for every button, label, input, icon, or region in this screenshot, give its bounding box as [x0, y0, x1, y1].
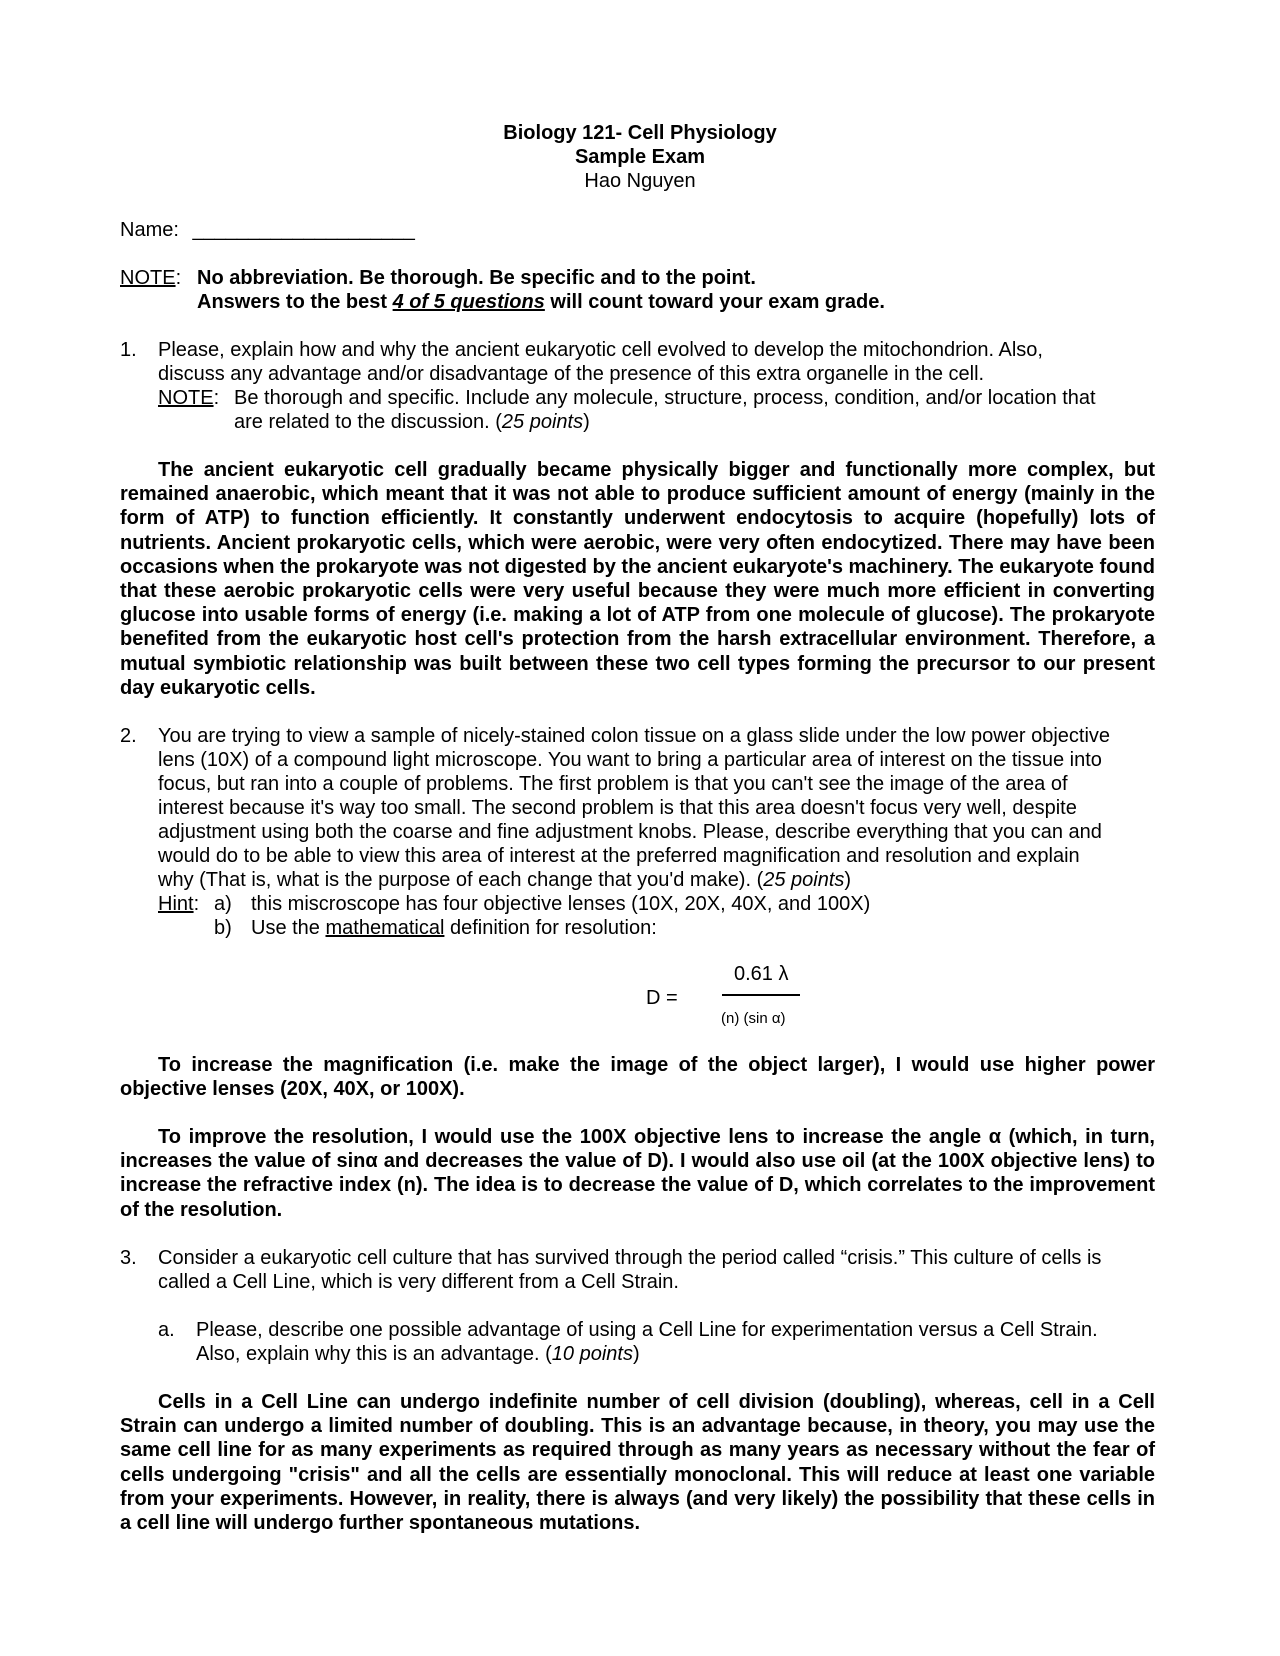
name-label: Name:	[120, 219, 179, 241]
formula-lhs: D =	[646, 987, 678, 1009]
q1-line-1: Please, explain how and why the ancient eukaryotic cell evolved to develop the mitochondrion. Also,	[158, 339, 1043, 361]
mathematical-emphasis: mathematical	[325, 917, 445, 939]
q3a-line-2: Also, explain why this is an advantage. (10 points)	[196, 1343, 640, 1365]
note-line-2: Answers to the best 4 of 5 questions will count toward your exam grade.	[197, 291, 885, 313]
q2-hint-label: Hint:	[158, 893, 200, 915]
q1-line-2: discuss any advantage and/or disadvantage of the presence of this extra organelle in the cell.	[158, 363, 985, 385]
q2-line-5: adjustment using both the coarse and fine adjustment knobs. Please, describe everything that you can and	[158, 821, 1102, 843]
exam-note: NOTE:	[120, 267, 182, 289]
q2-hint-a-label: a)	[214, 893, 232, 915]
q1-answer: The ancient eukaryotic cell gradually became physically bigger and functionally more complex, but remained anaerobic, which meant that it was not able to produce sufficient amount of energy (mainly in the form of ATP) to function efficiently. It constantly underwent endocytosis to acquire (hopefully) lots of nutrients. Ancient prokaryotic cells, which were aerobic, were very often endocytized. There may have been occasions when the prokaryote was not digested by the ancient eukaryote's machinery. The eukaryote found that these aerobic prokaryotic cells were very useful because they were much more efficient in converting glucose into usable forms of energy (i.e. making a lot of ATP from one molecule of glucose). The prokaryote benefited from the eukaryotic host cell's protection from the harsh extracellular environment. Therefore, a mutual symbiotic relationship was built between these two cell types forming the precursor to our present day eukaryotic cells.	[120, 459, 1155, 699]
q2-line-1: You are trying to view a sample of nicely-stained colon tissue on a glass slide under the low power objective	[158, 725, 1111, 747]
course-title: Biology 121- Cell Physiology	[503, 122, 777, 144]
q2-line-3: focus, but ran into a couple of problems. The first problem is that you can't see the image of the area of	[158, 773, 1068, 795]
author-name: Hao Nguyen	[584, 170, 696, 192]
q2-number: 2.	[120, 725, 137, 747]
formula-numerator: 0.61 λ	[734, 963, 789, 985]
q3-line-1: Consider a eukaryotic cell culture that has survived through the period called “crisis.” This culture of cells is	[158, 1247, 1102, 1269]
note-label: NOTE	[120, 267, 176, 289]
formula-denominator: (n) (sin α)	[721, 1010, 786, 1027]
name-field	[120, 218, 415, 242]
q2-hint-a: this miscroscope has four objective lenses (10X, 20X, 40X, and 100X)	[251, 893, 871, 915]
q2-line-6: would do to be able to view this area of interest at the preferred magnification and resolution and explain	[158, 845, 1080, 867]
q3-line-2: called a Cell Line, which is very different from a Cell Strain.	[158, 1271, 679, 1293]
q3-number: 3.	[120, 1247, 137, 1269]
q2-answer-2: To improve the resolution, I would use the 100X objective lens to increase the angle α (which, in turn, increases the value of sinα and decreases the value of D). I would also use oil (at the 100X objective lens) to increase the refractive index (n). The idea is to decrease the value of D, which correlates to the improvement of the resolution.	[120, 1126, 1155, 1221]
q3a-label: a.	[158, 1319, 175, 1341]
q1-number: 1.	[120, 339, 137, 361]
q1-note-line-1: Be thorough and specific. Include any molecule, structure, process, condition, and/or location that	[234, 387, 1096, 409]
q1-note-line-2: are related to the discussion. (25 points)	[234, 411, 590, 433]
q1-points: 25 points	[501, 411, 584, 433]
q3a-points: 10 points	[551, 1343, 633, 1365]
q3-answer: Cells in a Cell Line can undergo indefinite number of cell division (doubling), whereas, cell in a Cell Strain can undergo a limited number of doubling. This is an advantage because, in theory, you may use the same cell line for as many experiments as required through as many years as necessary without the fear of cells undergoing "crisis" and all the cells are essentially monoclonal. This will reduce at least one variable from your experiments. However, in reality, there is always (and very likely) the possibility that these cells in a cell line will undergo further spontaneous mutations.	[120, 1391, 1155, 1535]
note-emphasis: 4 of 5 questions	[392, 291, 545, 313]
name-blank: ____________________	[192, 219, 415, 241]
q1-note-label: NOTE:	[158, 387, 220, 409]
q2-hint-b: Use the mathematical definition for resolution:	[251, 917, 657, 939]
q3a-line-1: Please, describe one possible advantage of using a Cell Line for experimentation versus a Cell Strain.	[196, 1319, 1098, 1341]
exam-title: Sample Exam	[574, 146, 706, 168]
q2-answer-1: To increase the magnification (i.e. make the image of the object larger), I would use higher power objective lenses (20X, 40X, or 100X).	[120, 1054, 1155, 1101]
note-line-1: No abbreviation. Be thorough. Be specific and to the point.	[197, 267, 756, 289]
q2-hint-b-label: b)	[214, 917, 232, 939]
q2-points: 25 points	[763, 869, 845, 891]
q2-line-2: lens (10X) of a compound light microscope. You want to bring a particular area of interest on the tissue into	[158, 749, 1102, 771]
q2-line-4: interest because it's way too small. The second problem is that this area doesn't focus very well, despite	[158, 797, 1077, 819]
fraction-bar	[722, 994, 800, 996]
q2-line-7: why (That is, what is the purpose of each change that you'd make). (25 points)	[158, 869, 852, 891]
